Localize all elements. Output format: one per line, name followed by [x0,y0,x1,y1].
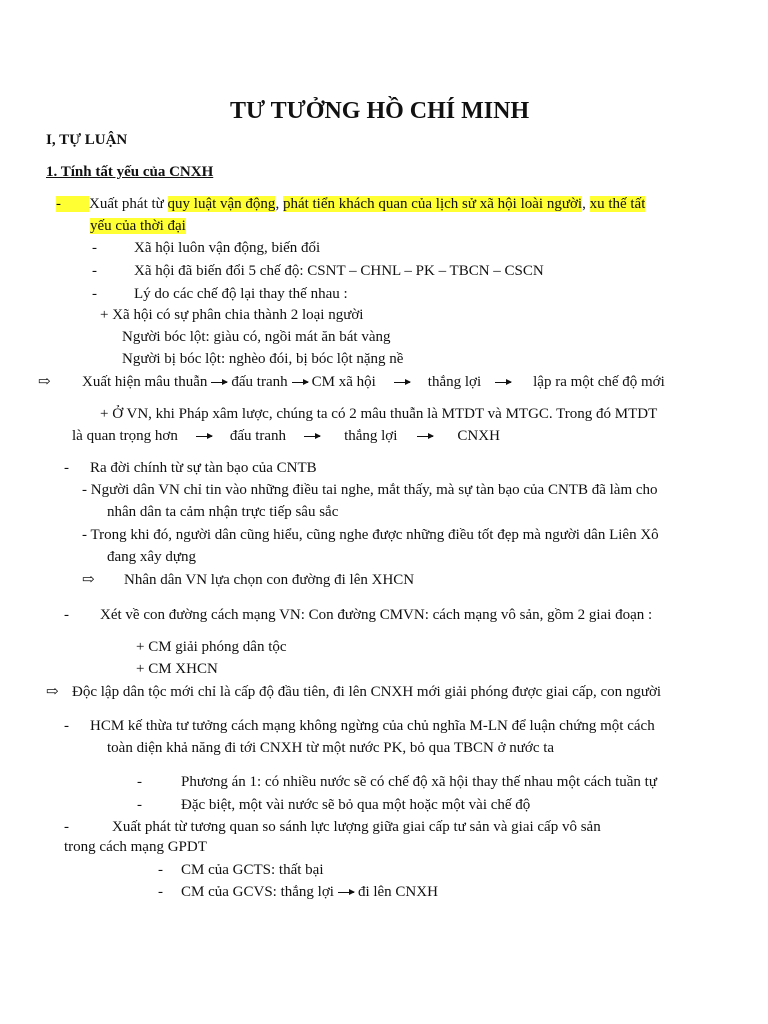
p3-plus-2: + CM XHCN [136,661,218,677]
p5-item-2 [181,882,438,902]
p1-text-a: Xuất phát từ [89,196,168,212]
p1-exploiter: Người bóc lột: giàu có, ngồi mát ăn bát vàng [122,329,391,345]
arrow-icon [417,436,433,437]
p1-item-dash-3: - [92,286,97,302]
p1-line2: yếu của thời đại [90,218,186,234]
p1-item-3: Lý do các chế độ lại thay thế nhau : [134,286,348,302]
p4-item-2: Đặc biệt, một vài nước sẽ bỏ qua một hoặc một vài chế độ [181,797,531,813]
p4-line1: HCM kế thừa tư tưởng cách mạng không ngừng của chủ nghĩa M-LN để luận chứng một cách [90,718,655,734]
p4-line2: toàn diện khả năng đi tới CNXH từ một nước PK, bỏ qua TBCN ở nước ta [107,740,555,756]
chain1-step-5: lập ra một chế độ mới [533,374,665,390]
p1-item-dash-1: - [92,240,97,256]
chain2-step-1: là quan trọng hơn [72,428,178,444]
implies-icon: ⇨ [38,374,51,390]
p2-head: Ra đời chính từ sự tàn bạo của CNTB [90,460,317,476]
p1-highlight-2: phát tiển khách quan của lịch sử xã hội loài người [282,196,583,212]
p1-highlight-1: quy luật vận động [167,196,276,212]
p5-item-dash-1: - [158,862,163,878]
section-heading: I, TỰ LUẬN [46,132,128,148]
p1-item-1: Xã hội luôn vận động, biến đổi [134,240,321,256]
p5-line2: trong cách mạng GPDT [64,839,207,855]
p5-item-2-b: đi lên CNXH [357,884,438,900]
arrow-icon [338,892,354,893]
p1-line1 [56,194,645,214]
p1-text-b: , [275,196,283,212]
p2-sub2-line1: - Trong khi đó, người dân cũng hiểu, cũng nghe được những điều tốt đẹp mà người dân Liên Xô [82,527,659,543]
chain1-step-1: Xuất hiện mâu thuẫn [82,374,208,390]
chain1-step-4: thắng lợi [427,374,482,390]
p2-sub1-line2: nhân dân ta cảm nhận trực tiếp sâu sắc [107,504,339,520]
document-title: TƯ TƯỞNG HỒ CHÍ MINH [230,98,530,124]
p1-exploited: Người bị bóc lột: nghèo đói, bị bóc lột nặng nề [122,351,404,367]
chain2 [72,426,500,446]
p1-item-2: Xã hội đã biến đổi 5 chế độ: CSNT – CHNL – PK – TBCN – CSCN [134,263,544,279]
chain2-step-3: thắng lợi [344,428,398,444]
p3-plus-1: + CM giải phóng dân tộc [136,639,287,655]
p1-text-c: , [582,196,590,212]
implies-icon: ⇨ [46,684,59,700]
arrow-icon [394,382,410,383]
p5-item-1: CM của GCTS: thất bại [181,862,324,878]
p4-dash: - [64,718,69,734]
arrow-icon [292,382,308,383]
vn-line: + Ở VN, khi Pháp xâm lược, chúng ta có 2 mâu thuẫn là MTDT và MTGC. Trong đó MTDT [100,406,658,422]
chain2-step-2: đấu tranh [229,428,287,444]
arrow-icon [211,382,227,383]
arrow-icon [196,436,212,437]
subheading: 1. Tính tất yếu của CNXH [46,164,214,180]
p1-item-dash-2: - [92,263,97,279]
p1-dash: - [56,196,89,212]
implies-icon: ⇨ [82,572,95,588]
p2-dash: - [64,460,69,476]
p5-dash: - [64,819,69,835]
p3-dash: - [64,607,69,623]
p2-sub1-line1: - Người dân VN chỉ tin vào những điều tai nghe, mắt thấy, mà sự tàn bạo của CNTB đã làm cho [82,482,658,498]
p4-item-dash-1: - [137,774,142,790]
p1-plus-line: + Xã hội có sự phân chia thành 2 loại người [100,307,364,323]
p3-head: Xét về con đường cách mạng VN: Con đường CMVN: cách mạng vô sản, gồm 2 giai đoạn : [100,607,653,623]
p5-item-dash-2: - [158,884,163,900]
p5-line1: Xuất phát từ tương quan so sánh lực lượng giữa giai cấp tư sản và giai cấp vô sản [112,819,601,835]
arrow-icon [495,382,511,383]
chain2-step-4: CNXH [457,428,500,444]
p2-conclusion: Nhân dân VN lựa chọn con đường đi lên XHCN [124,572,415,588]
arrow-icon [304,436,320,437]
p3-conclusion: Độc lập dân tộc mới chỉ là cấp độ đầu tiên, đi lên CNXH mới giải phóng được giai cấp, con người [72,684,662,700]
chain1 [82,372,665,392]
chain1-step-2: đấu tranh [231,374,288,390]
p4-item-dash-2: - [137,797,142,813]
chain1-step-3: CM xã hội [311,374,376,390]
p5-item-2-a: CM của GCVS: thắng lợi [181,884,334,900]
p1-highlight-3: xu thế tất [589,196,646,212]
p2-sub2-line2: đang xây dựng [107,549,196,565]
p4-item-1: Phương án 1: có nhiều nước sẽ có chế độ xã hội thay thế nhau một cách tuần tự [181,774,657,790]
